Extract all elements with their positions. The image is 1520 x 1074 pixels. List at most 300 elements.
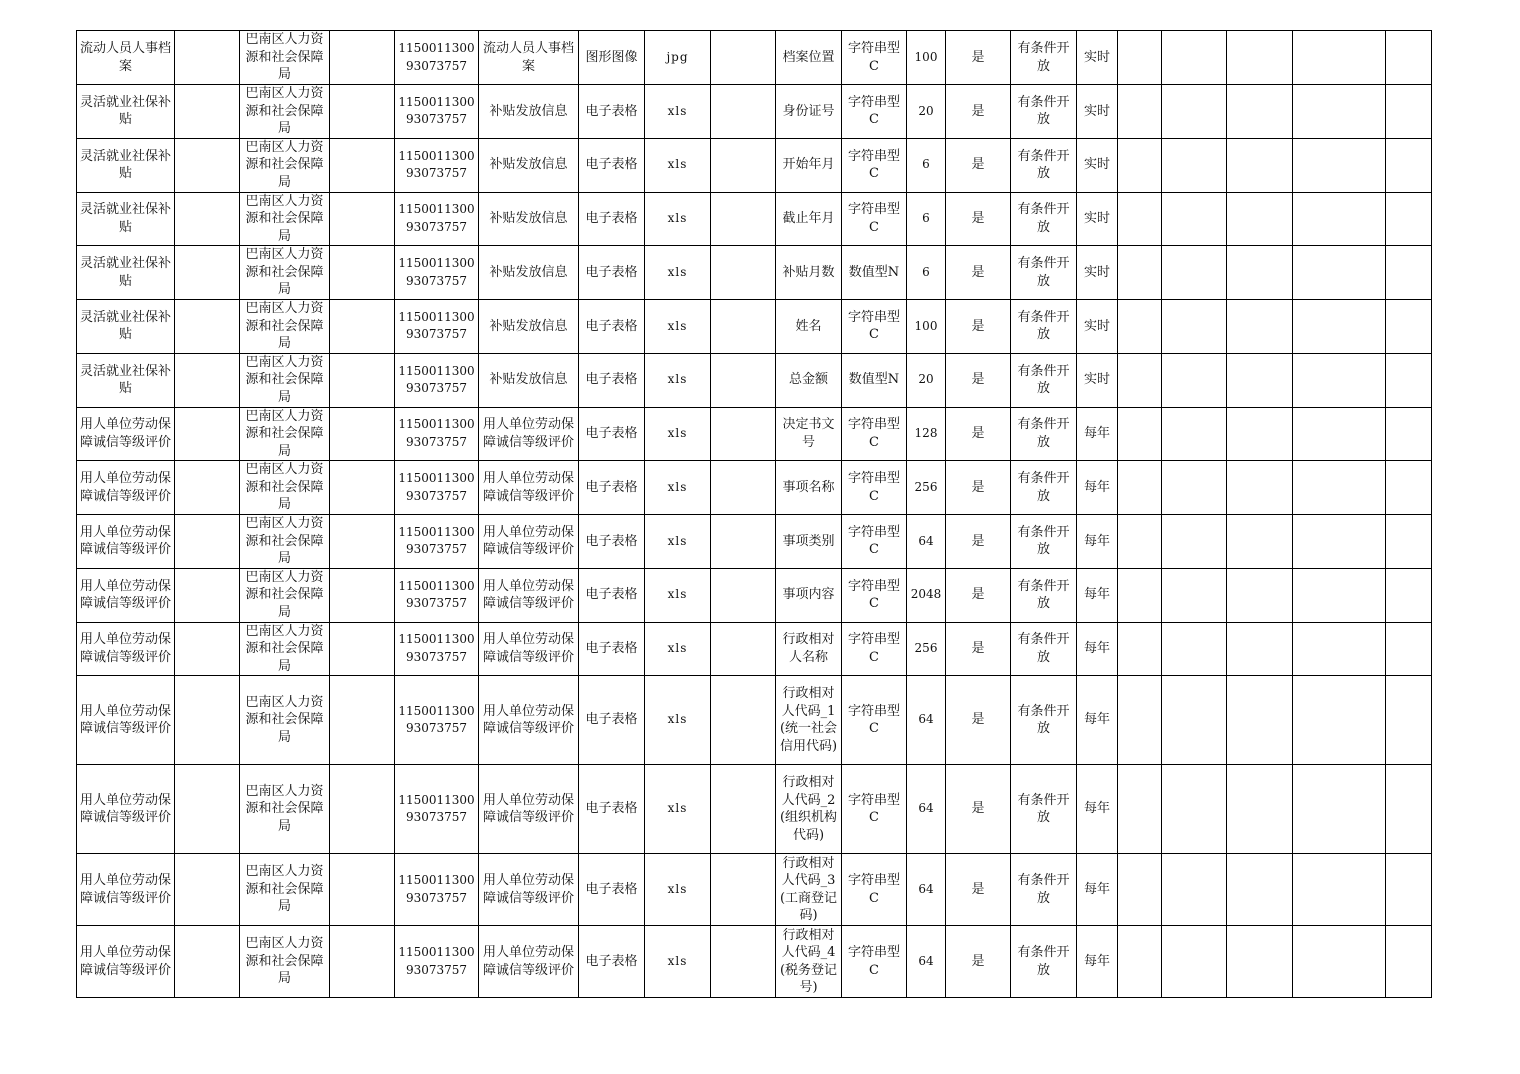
data-type-cell: 字符串型C xyxy=(842,192,907,246)
update-frequency-cell: 每年 xyxy=(1077,622,1118,676)
table-row xyxy=(77,353,1432,407)
empty-cell xyxy=(1162,676,1227,765)
update-frequency-cell: 每年 xyxy=(1077,515,1118,569)
code-cell: 115001130093073757 xyxy=(395,138,479,192)
empty-cell xyxy=(1118,192,1162,246)
code-cell: 115001130093073757 xyxy=(395,515,479,569)
blank-cell xyxy=(711,461,776,515)
shared-cell: 是 xyxy=(946,676,1011,765)
blank-cell xyxy=(330,407,395,461)
empty-cell xyxy=(1118,85,1162,139)
shared-cell: 是 xyxy=(946,926,1011,998)
blank-cell xyxy=(330,246,395,300)
empty-cell xyxy=(1227,85,1293,139)
table-row xyxy=(77,765,1432,854)
empty-cell xyxy=(1386,85,1432,139)
blank-cell xyxy=(330,138,395,192)
format-cell: xls xyxy=(645,407,711,461)
resource-name-cell: 用人单位劳动保障诚信等级评价 xyxy=(77,568,175,622)
blank-cell xyxy=(711,622,776,676)
empty-cell xyxy=(1386,192,1432,246)
empty-cell xyxy=(1227,568,1293,622)
resource-title-cell: 用人单位劳动保障诚信等级评价 xyxy=(479,676,579,765)
format-cell: xls xyxy=(645,676,711,765)
resource-type-cell: 电子表格 xyxy=(579,407,645,461)
blank-cell xyxy=(330,192,395,246)
resource-title-cell: 补贴发放信息 xyxy=(479,300,579,354)
length-cell: 128 xyxy=(907,407,946,461)
blank-cell xyxy=(175,461,240,515)
open-type-cell: 有条件开放 xyxy=(1011,407,1077,461)
empty-cell xyxy=(1118,765,1162,854)
data-type-cell: 字符串型C xyxy=(842,461,907,515)
open-type-cell: 有条件开放 xyxy=(1011,461,1077,515)
empty-cell xyxy=(1118,300,1162,354)
resource-title-cell: 流动人员人事档案 xyxy=(479,31,579,85)
empty-cell xyxy=(1162,568,1227,622)
length-cell: 64 xyxy=(907,676,946,765)
empty-cell xyxy=(1293,138,1386,192)
empty-cell xyxy=(1386,622,1432,676)
code-cell: 115001130093073757 xyxy=(395,676,479,765)
department-cell: 巴南区人力资源和社会保障局 xyxy=(240,353,330,407)
field-name-cell: 姓名 xyxy=(776,300,842,354)
format-cell: xls xyxy=(645,622,711,676)
resource-type-cell: 电子表格 xyxy=(579,246,645,300)
empty-cell xyxy=(1162,31,1227,85)
format-cell: xls xyxy=(645,568,711,622)
length-cell: 2048 xyxy=(907,568,946,622)
empty-cell xyxy=(1118,854,1162,926)
data-table xyxy=(76,30,1432,998)
update-frequency-cell: 每年 xyxy=(1077,765,1118,854)
blank-cell xyxy=(175,31,240,85)
open-type-cell: 有条件开放 xyxy=(1011,515,1077,569)
code-cell: 115001130093073757 xyxy=(395,31,479,85)
format-cell: xls xyxy=(645,192,711,246)
table-row xyxy=(77,926,1432,998)
empty-cell xyxy=(1162,854,1227,926)
empty-cell xyxy=(1227,765,1293,854)
empty-cell xyxy=(1227,676,1293,765)
blank-cell xyxy=(711,515,776,569)
blank-cell xyxy=(330,676,395,765)
open-type-cell: 有条件开放 xyxy=(1011,353,1077,407)
resource-type-cell: 电子表格 xyxy=(579,300,645,354)
blank-cell xyxy=(330,568,395,622)
code-cell: 115001130093073757 xyxy=(395,622,479,676)
resource-name-cell: 用人单位劳动保障诚信等级评价 xyxy=(77,854,175,926)
length-cell: 6 xyxy=(907,192,946,246)
empty-cell xyxy=(1293,246,1386,300)
code-cell: 115001130093073757 xyxy=(395,246,479,300)
resource-type-cell: 电子表格 xyxy=(579,622,645,676)
field-name-cell: 事项名称 xyxy=(776,461,842,515)
resource-name-cell: 灵活就业社保补贴 xyxy=(77,192,175,246)
shared-cell: 是 xyxy=(946,568,1011,622)
open-type-cell: 有条件开放 xyxy=(1011,192,1077,246)
empty-cell xyxy=(1386,31,1432,85)
empty-cell xyxy=(1293,622,1386,676)
resource-title-cell: 用人单位劳动保障诚信等级评价 xyxy=(479,461,579,515)
resource-name-cell: 用人单位劳动保障诚信等级评价 xyxy=(77,515,175,569)
table-row xyxy=(77,407,1432,461)
empty-cell xyxy=(1162,192,1227,246)
empty-cell xyxy=(1227,353,1293,407)
resource-type-cell: 电子表格 xyxy=(579,676,645,765)
empty-cell xyxy=(1386,568,1432,622)
length-cell: 64 xyxy=(907,854,946,926)
resource-type-cell: 图形图像 xyxy=(579,31,645,85)
length-cell: 6 xyxy=(907,246,946,300)
resource-type-cell: 电子表格 xyxy=(579,568,645,622)
empty-cell xyxy=(1293,461,1386,515)
empty-cell xyxy=(1293,515,1386,569)
code-cell: 115001130093073757 xyxy=(395,192,479,246)
department-cell: 巴南区人力资源和社会保障局 xyxy=(240,138,330,192)
department-cell: 巴南区人力资源和社会保障局 xyxy=(240,568,330,622)
update-frequency-cell: 每年 xyxy=(1077,461,1118,515)
open-type-cell: 有条件开放 xyxy=(1011,568,1077,622)
resource-name-cell: 灵活就业社保补贴 xyxy=(77,353,175,407)
update-frequency-cell: 每年 xyxy=(1077,926,1118,998)
empty-cell xyxy=(1227,515,1293,569)
blank-cell xyxy=(175,622,240,676)
length-cell: 256 xyxy=(907,622,946,676)
empty-cell xyxy=(1227,622,1293,676)
resource-name-cell: 流动人员人事档案 xyxy=(77,31,175,85)
length-cell: 6 xyxy=(907,138,946,192)
resource-name-cell: 用人单位劳动保障诚信等级评价 xyxy=(77,461,175,515)
open-type-cell: 有条件开放 xyxy=(1011,676,1077,765)
shared-cell: 是 xyxy=(946,300,1011,354)
resource-type-cell: 电子表格 xyxy=(579,138,645,192)
blank-cell xyxy=(711,765,776,854)
table-row xyxy=(77,300,1432,354)
empty-cell xyxy=(1386,138,1432,192)
data-type-cell: 数值型N xyxy=(842,353,907,407)
blank-cell xyxy=(175,765,240,854)
format-cell: xls xyxy=(645,300,711,354)
field-name-cell: 档案位置 xyxy=(776,31,842,85)
empty-cell xyxy=(1386,854,1432,926)
field-name-cell: 行政相对人代码_3(工商登记码) xyxy=(776,854,842,926)
empty-cell xyxy=(1227,192,1293,246)
empty-cell xyxy=(1386,765,1432,854)
data-type-cell: 字符串型C xyxy=(842,85,907,139)
department-cell: 巴南区人力资源和社会保障局 xyxy=(240,85,330,139)
empty-cell xyxy=(1386,515,1432,569)
blank-cell xyxy=(175,192,240,246)
empty-cell xyxy=(1227,246,1293,300)
blank-cell xyxy=(175,138,240,192)
field-name-cell: 行政相对人代码_4(税务登记号) xyxy=(776,926,842,998)
field-name-cell: 事项类别 xyxy=(776,515,842,569)
department-cell: 巴南区人力资源和社会保障局 xyxy=(240,765,330,854)
blank-cell xyxy=(711,353,776,407)
empty-cell xyxy=(1293,765,1386,854)
blank-cell xyxy=(330,765,395,854)
update-frequency-cell: 实时 xyxy=(1077,138,1118,192)
empty-cell xyxy=(1162,765,1227,854)
length-cell: 100 xyxy=(907,31,946,85)
format-cell: xls xyxy=(645,926,711,998)
empty-cell xyxy=(1118,353,1162,407)
empty-cell xyxy=(1162,138,1227,192)
resource-type-cell: 电子表格 xyxy=(579,515,645,569)
resource-title-cell: 用人单位劳动保障诚信等级评价 xyxy=(479,568,579,622)
department-cell: 巴南区人力资源和社会保障局 xyxy=(240,622,330,676)
shared-cell: 是 xyxy=(946,353,1011,407)
resource-title-cell: 补贴发放信息 xyxy=(479,353,579,407)
resource-type-cell: 电子表格 xyxy=(579,85,645,139)
open-type-cell: 有条件开放 xyxy=(1011,85,1077,139)
resource-title-cell: 补贴发放信息 xyxy=(479,85,579,139)
empty-cell xyxy=(1118,676,1162,765)
code-cell: 115001130093073757 xyxy=(395,854,479,926)
data-type-cell: 字符串型C xyxy=(842,854,907,926)
field-name-cell: 截止年月 xyxy=(776,192,842,246)
empty-cell xyxy=(1386,461,1432,515)
blank-cell xyxy=(330,353,395,407)
update-frequency-cell: 实时 xyxy=(1077,353,1118,407)
format-cell: xls xyxy=(645,246,711,300)
empty-cell xyxy=(1118,622,1162,676)
table-row xyxy=(77,461,1432,515)
blank-cell xyxy=(711,854,776,926)
length-cell: 100 xyxy=(907,300,946,354)
empty-cell xyxy=(1386,246,1432,300)
resource-name-cell: 灵活就业社保补贴 xyxy=(77,300,175,354)
department-cell: 巴南区人力资源和社会保障局 xyxy=(240,515,330,569)
resource-name-cell: 用人单位劳动保障诚信等级评价 xyxy=(77,676,175,765)
table-row xyxy=(77,192,1432,246)
blank-cell xyxy=(175,676,240,765)
data-type-cell: 字符串型C xyxy=(842,568,907,622)
resource-title-cell: 用人单位劳动保障诚信等级评价 xyxy=(479,515,579,569)
blank-cell xyxy=(711,85,776,139)
format-cell: xls xyxy=(645,461,711,515)
blank-cell xyxy=(175,926,240,998)
resource-name-cell: 用人单位劳动保障诚信等级评价 xyxy=(77,765,175,854)
blank-cell xyxy=(175,300,240,354)
shared-cell: 是 xyxy=(946,192,1011,246)
data-type-cell: 字符串型C xyxy=(842,676,907,765)
code-cell: 115001130093073757 xyxy=(395,568,479,622)
department-cell: 巴南区人力资源和社会保障局 xyxy=(240,407,330,461)
empty-cell xyxy=(1293,407,1386,461)
data-type-cell: 字符串型C xyxy=(842,765,907,854)
update-frequency-cell: 实时 xyxy=(1077,31,1118,85)
table-row xyxy=(77,246,1432,300)
update-frequency-cell: 实时 xyxy=(1077,246,1118,300)
empty-cell xyxy=(1293,676,1386,765)
blank-cell xyxy=(711,300,776,354)
table-row xyxy=(77,622,1432,676)
empty-cell xyxy=(1162,300,1227,354)
format-cell: xls xyxy=(645,854,711,926)
department-cell: 巴南区人力资源和社会保障局 xyxy=(240,461,330,515)
empty-cell xyxy=(1227,300,1293,354)
resource-title-cell: 用人单位劳动保障诚信等级评价 xyxy=(479,765,579,854)
blank-cell xyxy=(175,85,240,139)
length-cell: 64 xyxy=(907,926,946,998)
empty-cell xyxy=(1162,85,1227,139)
empty-cell xyxy=(1118,31,1162,85)
resource-type-cell: 电子表格 xyxy=(579,192,645,246)
empty-cell xyxy=(1162,622,1227,676)
resource-type-cell: 电子表格 xyxy=(579,926,645,998)
open-type-cell: 有条件开放 xyxy=(1011,246,1077,300)
resource-type-cell: 电子表格 xyxy=(579,353,645,407)
empty-cell xyxy=(1386,300,1432,354)
empty-cell xyxy=(1118,246,1162,300)
blank-cell xyxy=(330,461,395,515)
table-row xyxy=(77,138,1432,192)
blank-cell xyxy=(330,300,395,354)
code-cell: 115001130093073757 xyxy=(395,926,479,998)
field-name-cell: 事项内容 xyxy=(776,568,842,622)
empty-cell xyxy=(1386,926,1432,998)
field-name-cell: 开始年月 xyxy=(776,138,842,192)
department-cell: 巴南区人力资源和社会保障局 xyxy=(240,31,330,85)
code-cell: 115001130093073757 xyxy=(395,353,479,407)
department-cell: 巴南区人力资源和社会保障局 xyxy=(240,926,330,998)
blank-cell xyxy=(711,246,776,300)
department-cell: 巴南区人力资源和社会保障局 xyxy=(240,246,330,300)
data-type-cell: 字符串型C xyxy=(842,407,907,461)
update-frequency-cell: 每年 xyxy=(1077,407,1118,461)
open-type-cell: 有条件开放 xyxy=(1011,765,1077,854)
data-type-cell: 字符串型C xyxy=(842,138,907,192)
blank-cell xyxy=(175,407,240,461)
format-cell: xls xyxy=(645,138,711,192)
blank-cell xyxy=(330,854,395,926)
resource-name-cell: 用人单位劳动保障诚信等级评价 xyxy=(77,926,175,998)
code-cell: 115001130093073757 xyxy=(395,461,479,515)
field-name-cell: 行政相对人代码_2(组织机构代码) xyxy=(776,765,842,854)
code-cell: 115001130093073757 xyxy=(395,765,479,854)
field-name-cell: 身份证号 xyxy=(776,85,842,139)
empty-cell xyxy=(1293,568,1386,622)
blank-cell xyxy=(175,246,240,300)
update-frequency-cell: 实时 xyxy=(1077,85,1118,139)
blank-cell xyxy=(711,676,776,765)
resource-name-cell: 用人单位劳动保障诚信等级评价 xyxy=(77,407,175,461)
open-type-cell: 有条件开放 xyxy=(1011,854,1077,926)
empty-cell xyxy=(1118,515,1162,569)
resource-type-cell: 电子表格 xyxy=(579,854,645,926)
table-row xyxy=(77,515,1432,569)
empty-cell xyxy=(1227,854,1293,926)
empty-cell xyxy=(1386,407,1432,461)
length-cell: 20 xyxy=(907,353,946,407)
format-cell: jpg xyxy=(645,31,711,85)
open-type-cell: 有条件开放 xyxy=(1011,622,1077,676)
update-frequency-cell: 每年 xyxy=(1077,568,1118,622)
empty-cell xyxy=(1293,854,1386,926)
format-cell: xls xyxy=(645,515,711,569)
empty-cell xyxy=(1162,515,1227,569)
shared-cell: 是 xyxy=(946,31,1011,85)
resource-title-cell: 补贴发放信息 xyxy=(479,138,579,192)
blank-cell xyxy=(330,85,395,139)
blank-cell xyxy=(330,515,395,569)
resource-title-cell: 用人单位劳动保障诚信等级评价 xyxy=(479,854,579,926)
shared-cell: 是 xyxy=(946,765,1011,854)
department-cell: 巴南区人力资源和社会保障局 xyxy=(240,192,330,246)
update-frequency-cell: 实时 xyxy=(1077,300,1118,354)
resource-name-cell: 用人单位劳动保障诚信等级评价 xyxy=(77,622,175,676)
shared-cell: 是 xyxy=(946,407,1011,461)
open-type-cell: 有条件开放 xyxy=(1011,300,1077,354)
empty-cell xyxy=(1386,676,1432,765)
blank-cell xyxy=(711,192,776,246)
empty-cell xyxy=(1293,85,1386,139)
blank-cell xyxy=(711,407,776,461)
resource-name-cell: 灵活就业社保补贴 xyxy=(77,85,175,139)
data-type-cell: 字符串型C xyxy=(842,926,907,998)
empty-cell xyxy=(1162,353,1227,407)
table-row xyxy=(77,85,1432,139)
blank-cell xyxy=(711,568,776,622)
empty-cell xyxy=(1118,461,1162,515)
shared-cell: 是 xyxy=(946,85,1011,139)
shared-cell: 是 xyxy=(946,622,1011,676)
length-cell: 64 xyxy=(907,515,946,569)
length-cell: 64 xyxy=(907,765,946,854)
empty-cell xyxy=(1293,31,1386,85)
blank-cell xyxy=(330,622,395,676)
table-row xyxy=(77,676,1432,765)
format-cell: xls xyxy=(645,85,711,139)
code-cell: 115001130093073757 xyxy=(395,85,479,139)
field-name-cell: 总金额 xyxy=(776,353,842,407)
field-name-cell: 决定书文号 xyxy=(776,407,842,461)
empty-cell xyxy=(1118,926,1162,998)
resource-type-cell: 电子表格 xyxy=(579,765,645,854)
shared-cell: 是 xyxy=(946,854,1011,926)
data-type-cell: 字符串型C xyxy=(842,31,907,85)
empty-cell xyxy=(1227,138,1293,192)
resource-name-cell: 灵活就业社保补贴 xyxy=(77,246,175,300)
table-row xyxy=(77,31,1432,85)
format-cell: xls xyxy=(645,353,711,407)
field-name-cell: 补贴月数 xyxy=(776,246,842,300)
code-cell: 115001130093073757 xyxy=(395,300,479,354)
empty-cell xyxy=(1293,926,1386,998)
empty-cell xyxy=(1162,926,1227,998)
blank-cell xyxy=(330,31,395,85)
open-type-cell: 有条件开放 xyxy=(1011,926,1077,998)
blank-cell xyxy=(175,568,240,622)
blank-cell xyxy=(175,854,240,926)
empty-cell xyxy=(1162,407,1227,461)
empty-cell xyxy=(1227,926,1293,998)
empty-cell xyxy=(1118,407,1162,461)
empty-cell xyxy=(1162,461,1227,515)
update-frequency-cell: 每年 xyxy=(1077,854,1118,926)
table-row xyxy=(77,854,1432,926)
empty-cell xyxy=(1227,461,1293,515)
field-name-cell: 行政相对人名称 xyxy=(776,622,842,676)
data-type-cell: 字符串型C xyxy=(842,622,907,676)
resource-title-cell: 用人单位劳动保障诚信等级评价 xyxy=(479,622,579,676)
data-type-cell: 数值型N xyxy=(842,246,907,300)
shared-cell: 是 xyxy=(946,515,1011,569)
department-cell: 巴南区人力资源和社会保障局 xyxy=(240,854,330,926)
shared-cell: 是 xyxy=(946,246,1011,300)
